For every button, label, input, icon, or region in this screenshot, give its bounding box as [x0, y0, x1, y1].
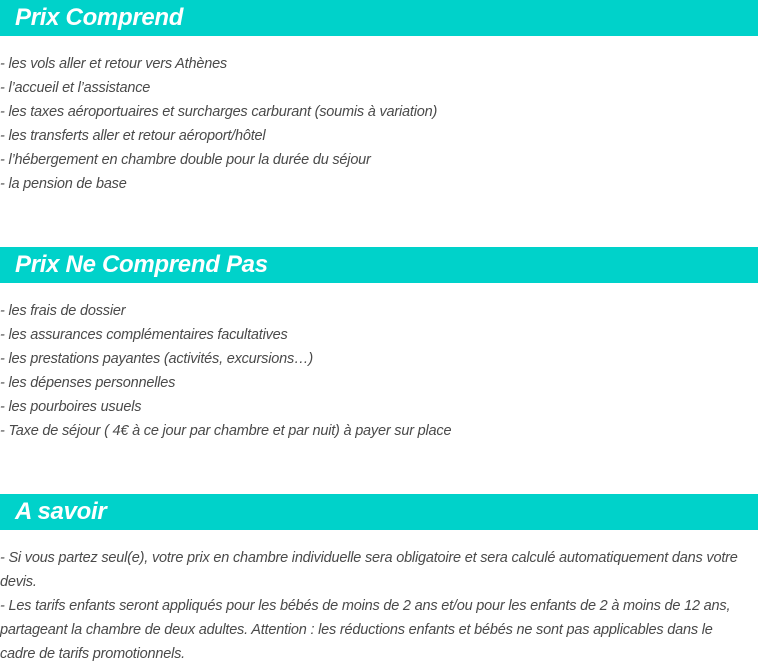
included-list — [0, 52, 758, 196]
list-item: - les taxes aéroportuaires et surcharges carburant (soumis à variation) — [0, 104, 438, 120]
section-title: Prix Ne Comprend Pas — [15, 251, 268, 278]
list-item: - les transferts aller et retour aéroport/hôtel — [0, 128, 266, 144]
list-item: - Taxe de séjour ( 4€ à ce jour par chambre et par nuit) à payer sur place — [0, 423, 452, 439]
list-item: - l’accueil et l’assistance — [0, 80, 151, 96]
list-item: - les prestations payantes (activités, excursions…) — [0, 351, 313, 367]
list-item: - Les tarifs enfants seront appliqués pour les bébés de moins de 2 ans et/ou pour les enfants de 2 à moins de 12 ans, partageant la chambre de deux adultes. Attention : les réductions enfants et bébés ne sont pas applicables dans le cadre de tarifs promotionnels. — [0, 598, 731, 662]
list-item: - l’hébergement en chambre double pour la durée du séjour — [0, 152, 371, 168]
list-item: - les vols aller et retour vers Athènes — [0, 56, 227, 72]
list-item: - la pension de base — [0, 176, 127, 192]
list-item: - Si vous partez seul(e), votre prix en chambre individuelle sera obligatoire et sera calculé automatiquement dans votre devis. — [0, 550, 738, 590]
section-header-a-savoir — [0, 494, 758, 530]
section-header-prix-ne-comprend-pas — [0, 247, 758, 283]
list-item: - les frais de dossier — [0, 303, 126, 319]
list-item: - les dépenses personnelles — [0, 375, 176, 391]
good-to-know-list — [0, 546, 750, 666]
list-item: - les assurances complémentaires facultatives — [0, 327, 288, 343]
section-title: A savoir — [15, 498, 107, 525]
section-title: Prix Comprend — [15, 4, 184, 31]
list-item: - les pourboires usuels — [0, 399, 142, 415]
not-included-list — [0, 299, 758, 443]
section-header-prix-comprend — [0, 0, 758, 36]
